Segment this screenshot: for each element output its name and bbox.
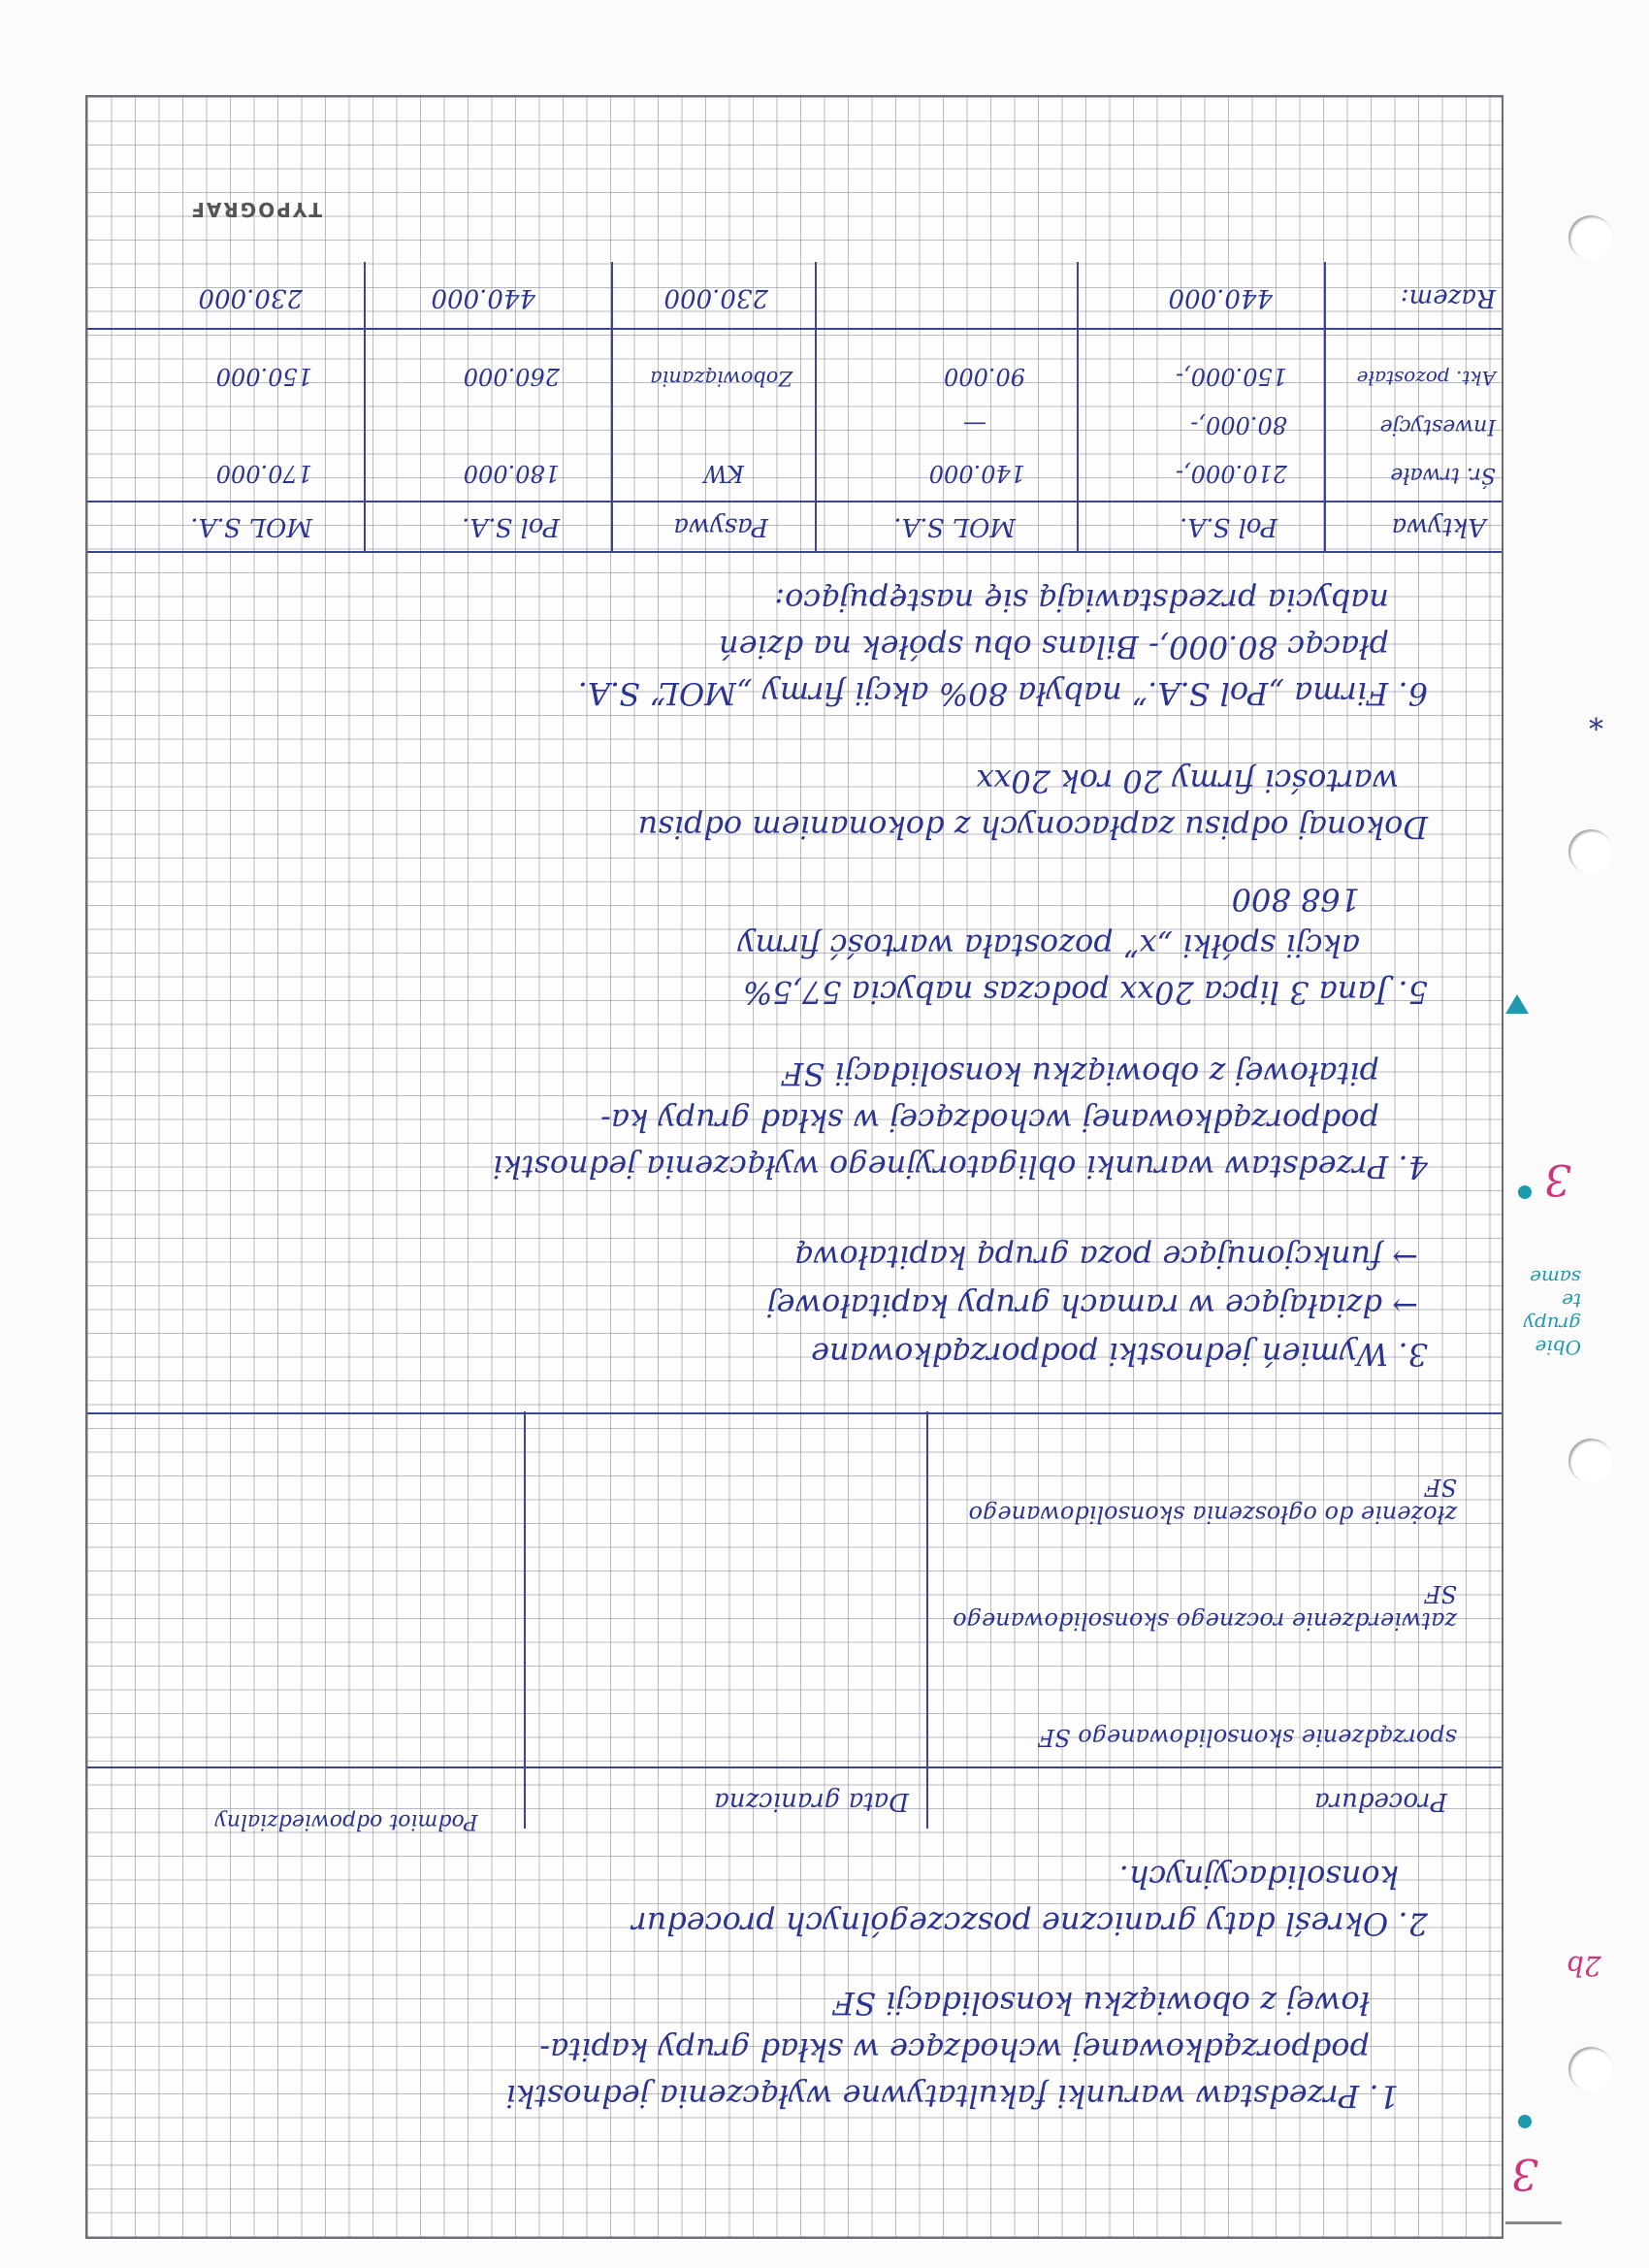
q2-row-3: złożenie do ogłoszenia skonsolidowanego SF	[968, 1474, 1457, 1528]
q6-total-label: Razem:	[1400, 283, 1496, 312]
q6-col-divider-5	[365, 262, 367, 553]
binder-hole-3	[1568, 1439, 1613, 1483]
q2-header-responsible: Podmiot odpowiedzialny	[214, 1809, 478, 1833]
q6-r1-c5: 180.000	[463, 460, 560, 487]
q6-r3-c3: 90.000	[944, 363, 1025, 390]
q6-th-mol-liab: MOL S.A.	[190, 512, 312, 541]
margin-note-obie-grupy: Obie grupy te same	[1523, 1266, 1581, 1359]
q2-line-1: 2. Określ daty graniczne poszczególnych procedur	[631, 1905, 1428, 1942]
teal-dot-2	[1518, 2115, 1532, 2128]
q6-r1-c1: Śr. trwałe	[1390, 463, 1496, 487]
binder-hole-2	[1568, 829, 1613, 874]
q6-header-divider	[87, 501, 1504, 502]
q6-th-liabilities: Pasywa	[673, 512, 768, 541]
q6-r1-c4: KW	[703, 460, 744, 487]
q4-line-2: podporządkowanej wchodzącej w skład grupy ka-	[600, 1102, 1379, 1139]
q2-col-divider-2	[525, 1411, 527, 1829]
q6-r2-c3: —	[963, 411, 986, 438]
grid-paper-sheet	[85, 95, 1504, 2239]
q4-line-1: 4. Przedstaw warunki obligatoryjnego wyłączenia jednostki	[492, 1149, 1428, 1185]
q6-r3-c2: 150.000,-	[1176, 363, 1287, 390]
q6-r3-c4: Zobowiązania	[650, 367, 792, 390]
margin-note-3-upper: 3	[1511, 2149, 1538, 2198]
q6-line-2: płacąc 80.000,- Bilans obu spółek na dzień	[719, 629, 1389, 665]
q6-r3-c5: 260.000	[463, 363, 560, 390]
q6-line-1: 6. Firma „Pol S.A.” nabyła 80% akcji firmy „MOL” S.A.	[577, 675, 1428, 712]
q2-header-date: Data graniczna	[714, 1787, 909, 1816]
margin-note-3-lower: 3	[1544, 1154, 1571, 1204]
teal-dot-1	[1518, 1185, 1532, 1199]
q3-line-2: → działające w ramach grupy kapitałowej	[766, 1287, 1418, 1324]
q2-line-2: konsolidacyjnych.	[1118, 1859, 1399, 1895]
margin-asterisk: *	[1589, 713, 1603, 747]
q6-th-pol-liab: Pol S.A.	[462, 512, 560, 541]
q2-row-1: sporządzenie skonsolidowanego SF	[1038, 1724, 1457, 1751]
q6-r3-c1: Akt. pozostałe	[1356, 367, 1496, 390]
q6-total-pol-liab: 440.000	[431, 283, 535, 312]
q2-col-divider-1	[927, 1411, 929, 1829]
q6-th-assets: Aktywa	[1391, 512, 1486, 541]
q6-table-top	[87, 551, 1504, 553]
q5-line-1: 5. Jana 3 lipca 20xx podczas nabycia 57,5%	[742, 974, 1428, 1011]
q6-col-divider-2	[1078, 262, 1080, 553]
q5b-line-2: wartości firmy 20 rok 20xx	[976, 762, 1399, 799]
teal-triangle-marker	[1505, 994, 1529, 1014]
q6-th-mol-assets: MOL S.A.	[893, 512, 1016, 541]
typograf-logo: TYPOGRAF	[189, 198, 322, 221]
q2-table-bottom	[87, 1412, 1504, 1414]
q2-row-2: zatwierdzenie rocznego skonsolidowanego SF	[953, 1580, 1457, 1635]
q6-total-mol-assets: 230.000	[663, 283, 768, 312]
q6-line-3: nabycia przedstawiają się następująco:	[774, 582, 1389, 619]
q6-col-divider-4	[612, 262, 614, 553]
binder-hole-4	[1568, 2047, 1613, 2091]
q3-line-1: 3. Wymień jednostki podporządkowane	[811, 1336, 1428, 1373]
q6-r2-c1: Inwestycje	[1379, 414, 1496, 438]
margin-note-2b: 2b	[1567, 1950, 1601, 1982]
q2-header-procedure: Procedura	[1314, 1787, 1447, 1816]
q1-line-2: podporządkowanej wchodzące w skład grupy kapita-	[539, 2031, 1370, 2068]
q6-r2-c2: 80.000,-	[1190, 411, 1287, 438]
q6-col-divider-3	[816, 262, 818, 553]
q6-r1-c2: 210.000,-	[1176, 460, 1287, 487]
q6-r1-c3: 140.000	[928, 460, 1025, 487]
q6-r1-c6: 170.000	[215, 460, 312, 487]
q6-total-mol-liab: 230.000	[198, 283, 303, 312]
q6-col-divider-1	[1325, 262, 1327, 553]
q6-total-pol-assets: 440.000	[1168, 283, 1273, 312]
q6-th-pol-assets: Pol S.A.	[1180, 512, 1277, 541]
q3-line-3: → funkcjonujące poza grupą kapitałową	[793, 1239, 1418, 1276]
q5-line-2: akcji spółki „x” pozostała wartość firmy	[737, 927, 1360, 964]
q6-total-divider	[87, 328, 1504, 330]
q4-line-3: pitałowej z obowiązku konsolidacji SF	[782, 1055, 1379, 1092]
rotated-content	[87, 97, 1504, 2239]
q5b-line-1: Dokonaj odpisu zapłaconych z dokonaniem odpisu	[637, 809, 1428, 846]
q6-r3-c6: 150.000	[215, 363, 312, 390]
q5-line-3: 168 800	[1231, 881, 1360, 918]
binder-hole-1	[1568, 215, 1613, 260]
q2-header-divider	[87, 1766, 1504, 1768]
q1-line-1: 1. Przedstaw warunki fakultatywne wyłączenia jednostki	[505, 2078, 1399, 2115]
margin-dash	[1505, 2221, 1562, 2224]
q1-line-3: łowej z obowiązku konsolidacji SF	[832, 1985, 1370, 2022]
